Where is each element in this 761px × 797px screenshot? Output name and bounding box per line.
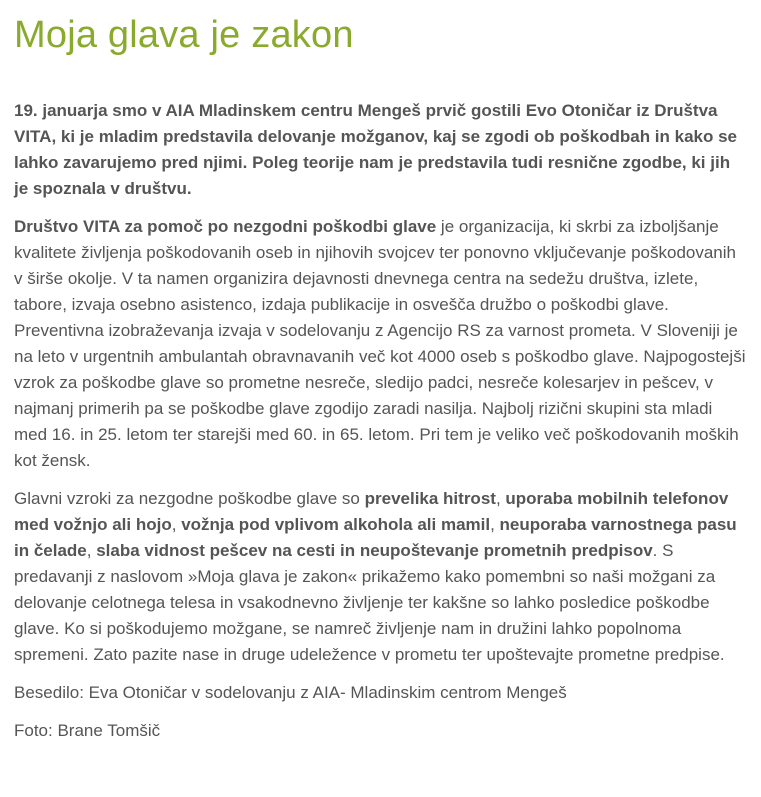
organization-name: Društvo VITA za pomoč po nezgodni poškodbi glave — [14, 217, 437, 236]
text-credit: Besedilo: Eva Otoničar v sodelovanju z AIA- Mladinskim centrom Mengeš — [14, 683, 567, 702]
paragraph-1-text: je organizacija, ki skrbi za izboljšanje kvalitete življenja poškodovanih oseb in njihovih svojcev ter ponovno vključevanje poškodovanih v širše okolje. V ta namen organizira dejavnosti dnevnega centra na sedežu društva, izlete, tabore, izvaja osebno asistenco, izdaja publikacije in osvešča družbo o poškodbi glave. Preventivna izobraževanja izvaja v sodelovanju z Agencijo RS za varnost prometa. V Sloveniji je na leto v urgentnih ambulantah obravnavanih več kot 4000 oseb s poškodbo glave. Najpogostejši vzrok za poškodbe glave so prometne nesreče, sledijo padci, nesreče kolesarjev in pešcev, v najmanj primerih pa se poškodbe glave zgodijo zaradi nasilja. Najbolj rizični skupini sta mladi med 16. in 25. letom ter starejši med 60. in 65. letom. Pri tem je veliko več poškodovanih moških kot žensk. — [14, 217, 746, 470]
cause-no-seatbelt-helmet: neuporaba varnostnega pasu in čelade — [14, 515, 737, 560]
separator: , — [86, 541, 97, 560]
article-paragraph-2 — [14, 486, 747, 668]
separator: , — [490, 515, 500, 534]
article-lead: 19. januarja smo v AIA Mladinskem centru Mengeš prvič gostili Evo Otoničar iz Društva VITA, ki je mladim predstavila delovanje možganov, kaj se zgodi ob poškodbah in kako se lahko zavarujemo pred njimi. Poleg teorije nam je predstavila tudi resnične zgodbe, ki jih je spoznala v društvu. — [14, 101, 738, 198]
photo-credit: Foto: Brane Tomšič — [14, 721, 161, 740]
separator: , — [495, 489, 506, 508]
cause-speeding: prevelika hitrost — [364, 489, 496, 508]
cause-alcohol-drugs: vožnja pod vplivom alkohola ali mamil — [181, 515, 491, 534]
page-title: Moja glava je zakon — [14, 14, 354, 56]
paragraph-2-text: . S predavanji z naslovom »Moja glava je zakon« prikažemo kako pomembni so naši možgani za delovanje celotnega telesa in vsakodnevno življenje ter kakšne so lahko posledice poškodbe glave. Ko si poškodujemo možgane, se namreč življenje nam in družini lahko popolnoma spremeni. Zato pazite nase in druge udeležence v prometu ter upoštevajte prometne predpise. — [14, 541, 725, 664]
cause-visibility-rules: slaba vidnost pešcev na cesti in neupoštevanje prometnih predpisov — [96, 541, 653, 560]
separator: , — [171, 515, 182, 534]
paragraph-2-intro: Glavni vzroki za nezgodne poškodbe glave so — [14, 489, 365, 508]
cause-mobile-phones: uporaba mobilnih telefonov med vožnjo ali hojo — [14, 489, 729, 534]
article-paragraph-1 — [14, 214, 747, 474]
